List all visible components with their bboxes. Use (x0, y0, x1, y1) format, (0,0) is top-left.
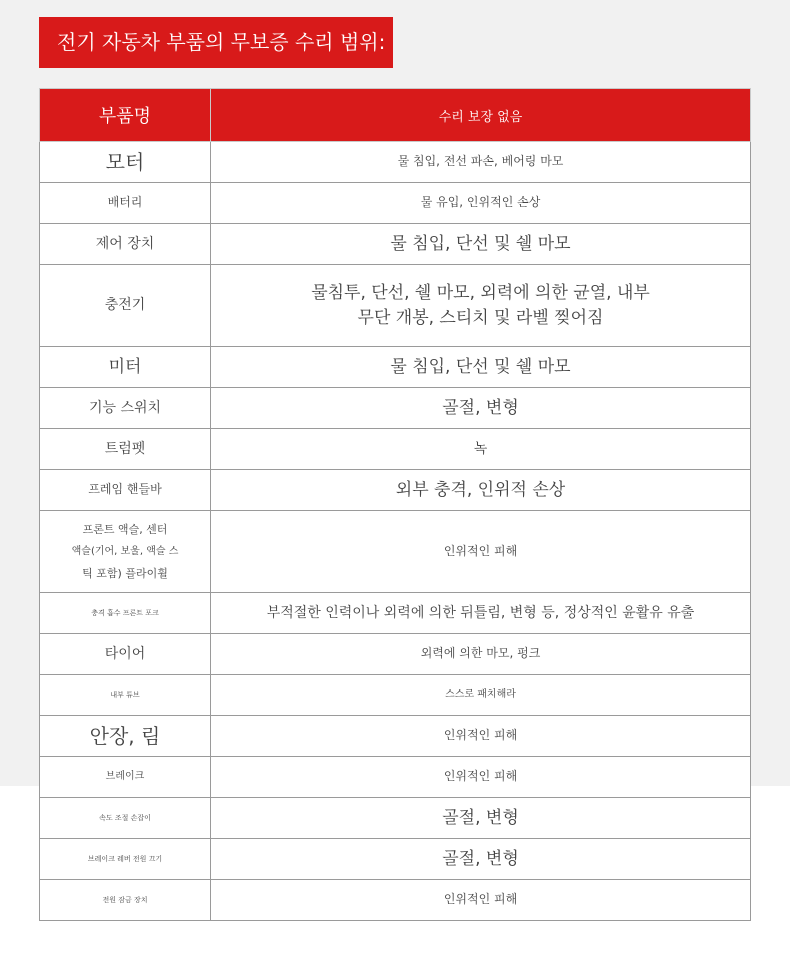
part-name-line: 액슬(기어, 보울, 액슬 스 (71, 546, 179, 557)
exclusion: 외부 충격, 인위적 손상 (211, 470, 751, 511)
part-name-line: 틱 포함) 플라이휠 (82, 567, 168, 580)
table-row (40, 470, 751, 511)
table-row (40, 511, 751, 593)
part-name: 제어 장치 (40, 224, 211, 265)
header-row (40, 89, 751, 142)
table-row (40, 429, 751, 470)
exclusion: 물 침입, 단선 및 쉘 마모 (211, 224, 751, 265)
exclusion (211, 265, 751, 347)
warranty-table (39, 88, 751, 921)
page-title: 전기 자동차 부품의 무보증 수리 범위: (39, 17, 393, 68)
exclusion: 물 유입, 인위적인 손상 (211, 183, 751, 224)
part-name: 안장, 림 (40, 716, 211, 757)
part-name: 기능 스위치 (40, 388, 211, 429)
part-name: 속도 조절 손잡이 (40, 798, 211, 839)
exclusion: 골절, 변형 (211, 388, 751, 429)
exclusion-line: 물침투, 단선, 쉘 마모, 외력에 의한 균열, 내부 (311, 282, 650, 303)
header-part-name: 부품명 (40, 89, 211, 142)
table-row (40, 142, 751, 183)
exclusion: 인위적인 피해 (211, 511, 751, 593)
table-row (40, 347, 751, 388)
part-name: 충격 흡수 프론트 포크 (40, 593, 211, 634)
table-row (40, 388, 751, 429)
part-name: 브레이크 (40, 757, 211, 798)
part-name: 충전기 (40, 265, 211, 347)
part-name: 타이어 (40, 634, 211, 675)
part-name: 브레이크 레버 전원 끄기 (40, 839, 211, 880)
table-row (40, 675, 751, 716)
part-name: 내부 튜브 (40, 675, 211, 716)
exclusion: 골절, 변형 (211, 798, 751, 839)
part-name: 모터 (40, 142, 211, 183)
exclusion: 녹 (211, 429, 751, 470)
part-name-line: 프론트 액슬, 센터 (82, 522, 168, 536)
table-row (40, 183, 751, 224)
part-name: 미터 (40, 347, 211, 388)
table-row (40, 265, 751, 347)
exclusion: 인위적인 피해 (211, 757, 751, 798)
header-no-warranty: 수리 보장 없음 (211, 89, 751, 142)
part-name: 전원 잠금 장치 (40, 880, 211, 921)
exclusion: 스스로 패치해라 (211, 675, 751, 716)
exclusion-line: 무단 개봉, 스티치 및 라벨 찢어짐 (357, 307, 604, 328)
part-name (40, 511, 211, 593)
part-name: 배터리 (40, 183, 211, 224)
table-row (40, 593, 751, 634)
exclusion: 인위적인 피해 (211, 880, 751, 921)
table-row (40, 224, 751, 265)
exclusion: 외력에 의한 마모, 펑크 (211, 634, 751, 675)
table-row (40, 634, 751, 675)
table-row (40, 880, 751, 921)
table-row (40, 839, 751, 880)
exclusion: 물 침입, 전선 파손, 베어링 마모 (211, 142, 751, 183)
table-row (40, 716, 751, 757)
exclusion: 부적절한 인력이나 외력에 의한 뒤틀림, 변형 등, 정상적인 윤활유 유출 (211, 593, 751, 634)
exclusion: 인위적인 피해 (211, 716, 751, 757)
exclusion: 골절, 변형 (211, 839, 751, 880)
table-row (40, 798, 751, 839)
part-name: 프레임 핸들바 (40, 470, 211, 511)
table-row (40, 757, 751, 798)
exclusion: 물 침입, 단선 및 쉘 마모 (211, 347, 751, 388)
part-name: 트럼펫 (40, 429, 211, 470)
